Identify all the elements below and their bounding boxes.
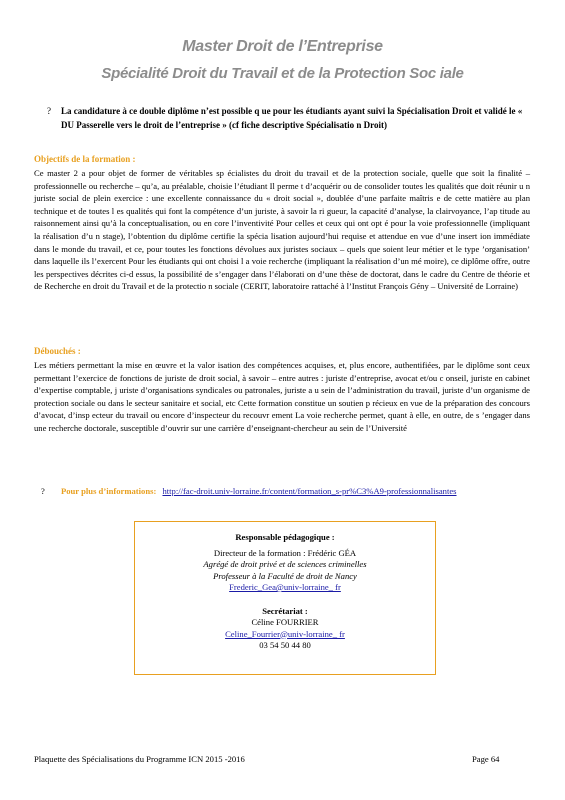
secretary-name: Céline FOURRIER (251, 617, 319, 627)
director-line: Directeur de la formation : Frédéric GÉA (213, 547, 357, 558)
candidature-note (47, 104, 527, 132)
secretariat-heading: Secrétariat : (262, 605, 308, 616)
more-info (41, 486, 457, 496)
outlets-text: Les métiers permettant la mise en œuvre et la valor isation des compétences acquises, et, plus encore, authentifiées, par le diplôme sont ceux permettant l’exercice de fonctions de juriste de droit social, à savoir – entre autres : juriste d’entreprise, avocat et/ou c onseil, juriste en cabinet d’expertise comptable, j uriste d’organisations syndicales ou patronales, juriste a u sein de l’administration du travail, juriste d’un organisme de protection sociale ou dans le secteur sanitaire et social, etc Cette formation constitue un soutien p récieux en vue de la préparation des concours d’avocat, d’insp ecteur du travail ou encore d’inspecteur du recouvr ement La voie recherche permet, quant à elle, en outre, de s ’engager dans une recherche doctorale, susceptible d’ouvrir sur une carrière d’enseignant-chercheur au sein de l’Université (34, 360, 530, 433)
candidature-note-text: La candidature à ce double diplôme n’est possible q ue pour les étudiants ayant suivi la Spécialisation Droit et validé le « DU Passerelle vers le droit de l’entreprise » (cf fiche descriptive Spécialisatio n Droit) (61, 106, 523, 130)
director-title-1: Agrégé de droit privé et de sciences criminelles (203, 559, 367, 569)
contact-heading: Responsable pédagogique : (235, 532, 335, 542)
secretary-email-link[interactable]: Celine_Fourrier@univ-lorraine_ fr (225, 628, 345, 639)
secretary-phone: 03 54 50 44 80 (259, 640, 311, 650)
outlets-heading: Débouchés : (34, 346, 81, 356)
contact-box (134, 521, 436, 675)
bullet-icon: ? (41, 486, 45, 496)
page-title: Master Droit de l’Entreprise (182, 38, 383, 55)
page-number: Page 64 (472, 754, 500, 764)
more-info-link[interactable]: http://fac-droit.univ-lorraine.fr/content/formation_s-pr%C3%A9-professionnalisantes (162, 486, 457, 496)
director-email-link[interactable]: Frederic_Gea@univ-lorraine_ fr (229, 582, 341, 592)
bullet-icon: ? (47, 106, 51, 116)
objectives-heading: Objectifs de la formation : (34, 154, 136, 164)
page-subtitle: Spécialité Droit du Travail et de la Protection Soc iale (101, 65, 464, 82)
more-info-label: Pour plus d’informations: (60, 486, 157, 496)
footer-left: Plaquette des Spécialisations du Programme ICN 2015 -2016 (34, 754, 245, 764)
objectives-text: Ce master 2 a pour objet de former de véritables sp écialistes du droit du travail et de la protection sociale, quelle que soit la finalité – professionnelle ou recherche – qu’a, au préalable, choisie l’étudiant Il perme t d’acquérir ou de consolider toutes les qualités que doit réunir u n juriste social de plein exercice : une excellente connaissance du « droit social », doublée d’une parfaite maîtris e de cette matière au plan technique et de toutes l es qualités qui font la compétence d’un juriste, à savoir la ri gueur, la capacité d’analyse, la clairvoyance, l’ap titude au raisonnement ainsi qu’à la conceptualisation, ou en core l’inventivité Pour celles et ceux qui ont opt é pour la voie professionnelle (impliquant la réalisation d’u n stage), l’obtention du diplôme certifie la spécia lisation aujourd’hui requise et attendue en vue d’une insert ion immédiate dans le monde du travail, et ce, pour toutes les fonctions dévolues aux juristes sociaux – quels que soient leur métier et le type ’organisation’ dans laquelle ils l’exercent Pour les étudiants qui ont choisi l a voie recherche (impliquant la réalisation d’un mé moire), ce diplôme offre, outre les perspectives décrites ci-d essus, la possibilité de s’engager dans l’élaborati on d’une thèse de doctorat, dans le cadre du Centre de théorie et de Recherche en droit du Travail et de la protectio n sociale (CERIT, laboratoire rattaché à l’Institut François Gény – Université de Lorraine) (34, 168, 530, 292)
director-title-2: Professeur à la Faculté de droit de Nancy (213, 570, 357, 581)
